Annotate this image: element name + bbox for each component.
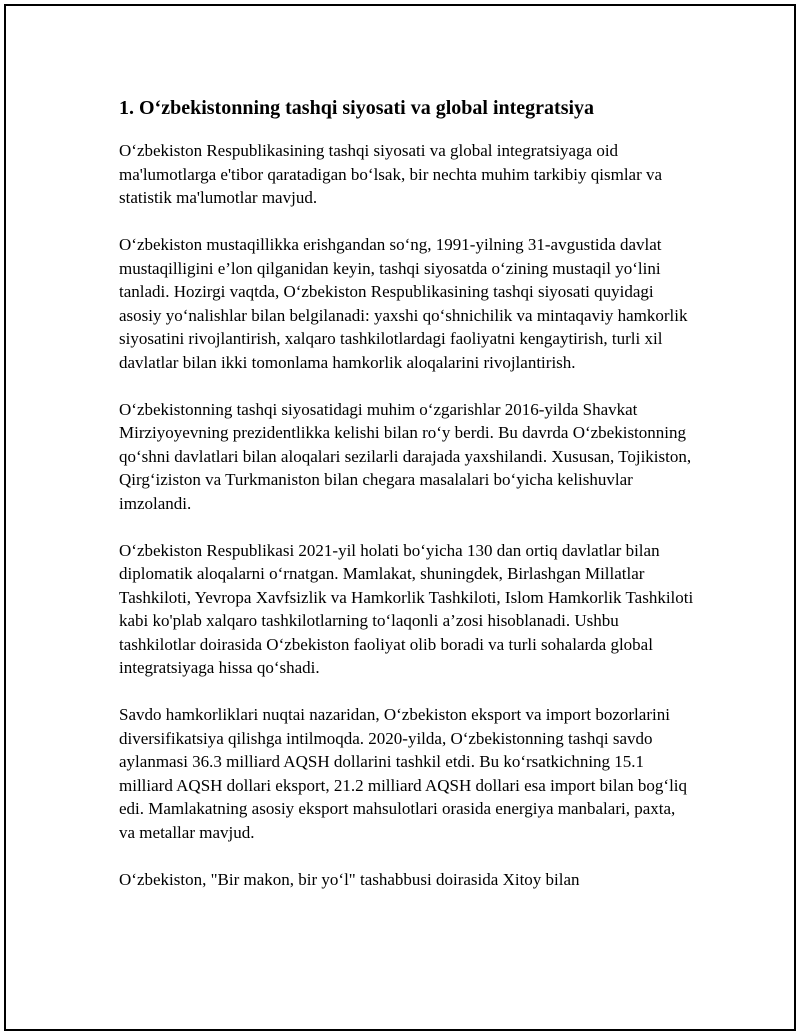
- document-body: [119, 96, 694, 915]
- paragraph-policy-changes: O‘zbekistonning tashqi siyosatidagi muhim o‘zgarishlar 2016-yilda Shavkat Mirziyoyevning prezidentlikka kelishi bilan ro‘y berdi. Bu davrda O‘zbekistonning qo‘shni davlatlari bilan aloqalari sezilarli darajada yaxshilandi. Xususan, Tojikiston, Qirg‘iziston va Turkmaniston bilan chegara masalalari bo‘yicha kelishuvlar imzolandi.: [119, 399, 692, 513]
- paragraph-belt-and-road: O‘zbekiston, "Bir makon, bir yo‘l" tashabbusi doirasida Xitoy bilan: [119, 869, 580, 889]
- paragraph-independence: O‘zbekiston mustaqillikka erishgandan so‘ng, 1991-yilning 31-avgustida davlat mustaqilligini e’lon qilganidan keyin, tashqi siyosatda o‘zining mustaqil yo‘lini tanladi. Hozirgi vaqtda, O‘zbekiston Respublikasining tashqi siyosati quyidagi asosiy yo‘nalishlar bilan belgilanadi: yaxshi qo‘shnichilik va mintaqaviy hamkorlik siyosatini rivojlantirish, xalqaro tashkilotlardagi faoliyatni kengaytirish, turli xil davlatlar bilan ikki tomonlama hamkorlik aloqalarini rivojlantirish.: [119, 235, 688, 372]
- paragraph-diplomatic-relations: O‘zbekiston Respublikasi 2021-yil holati bo‘yicha 130 dan ortiq davlatlar bilan diplomatik aloqalarni o‘rnatgan. Mamlakat, shuningdek, Birlashgan Millatlar Tashkiloti, Yevropa Xavfsizlik va Hamkorlik Tashkiloti, Islom Hamkorlik Tashkiloti kabi ko'plab xalqaro tashkilotlarning to‘laqonli a’zosi hisoblanadi. Ushbu tashkilotlar doirasida O‘zbekiston faoliyat olib boradi va turli sohalarda global integratsiyaga hissa qo‘shadi.: [119, 540, 694, 677]
- section-heading: 1. O‘zbekistonning tashqi siyosati va global integratsiya: [119, 97, 595, 119]
- paragraph-intro: O‘zbekiston Respublikasining tashqi siyosati va global integratsiyaga oid ma'lumotlarga e'tibor qaratadigan bo‘lsak, bir nechta muhim tarkibiy qismlar va statistik ma'lumotlar mavjud.: [119, 141, 663, 207]
- document-page: [4, 4, 796, 1031]
- paragraph-trade: Savdo hamkorliklari nuqtai nazaridan, O‘zbekiston eksport va import bozorlarini diversifikatsiya qilishga intilmoqda. 2020-yilda, O‘zbekistonning tashqi savdo aylanmasi 36.3 milliard AQSH dollarini tashkil etdi. Bu ko‘rsatkichning 15.1 milliard AQSH dollari eksport, 21.2 milliard AQSH dollari esa import bilan bog‘liq edi. Mamlakatning asosiy eksport mahsulotlari orasida energiya manbalari, paxta, va metallar mavjud.: [119, 705, 688, 842]
